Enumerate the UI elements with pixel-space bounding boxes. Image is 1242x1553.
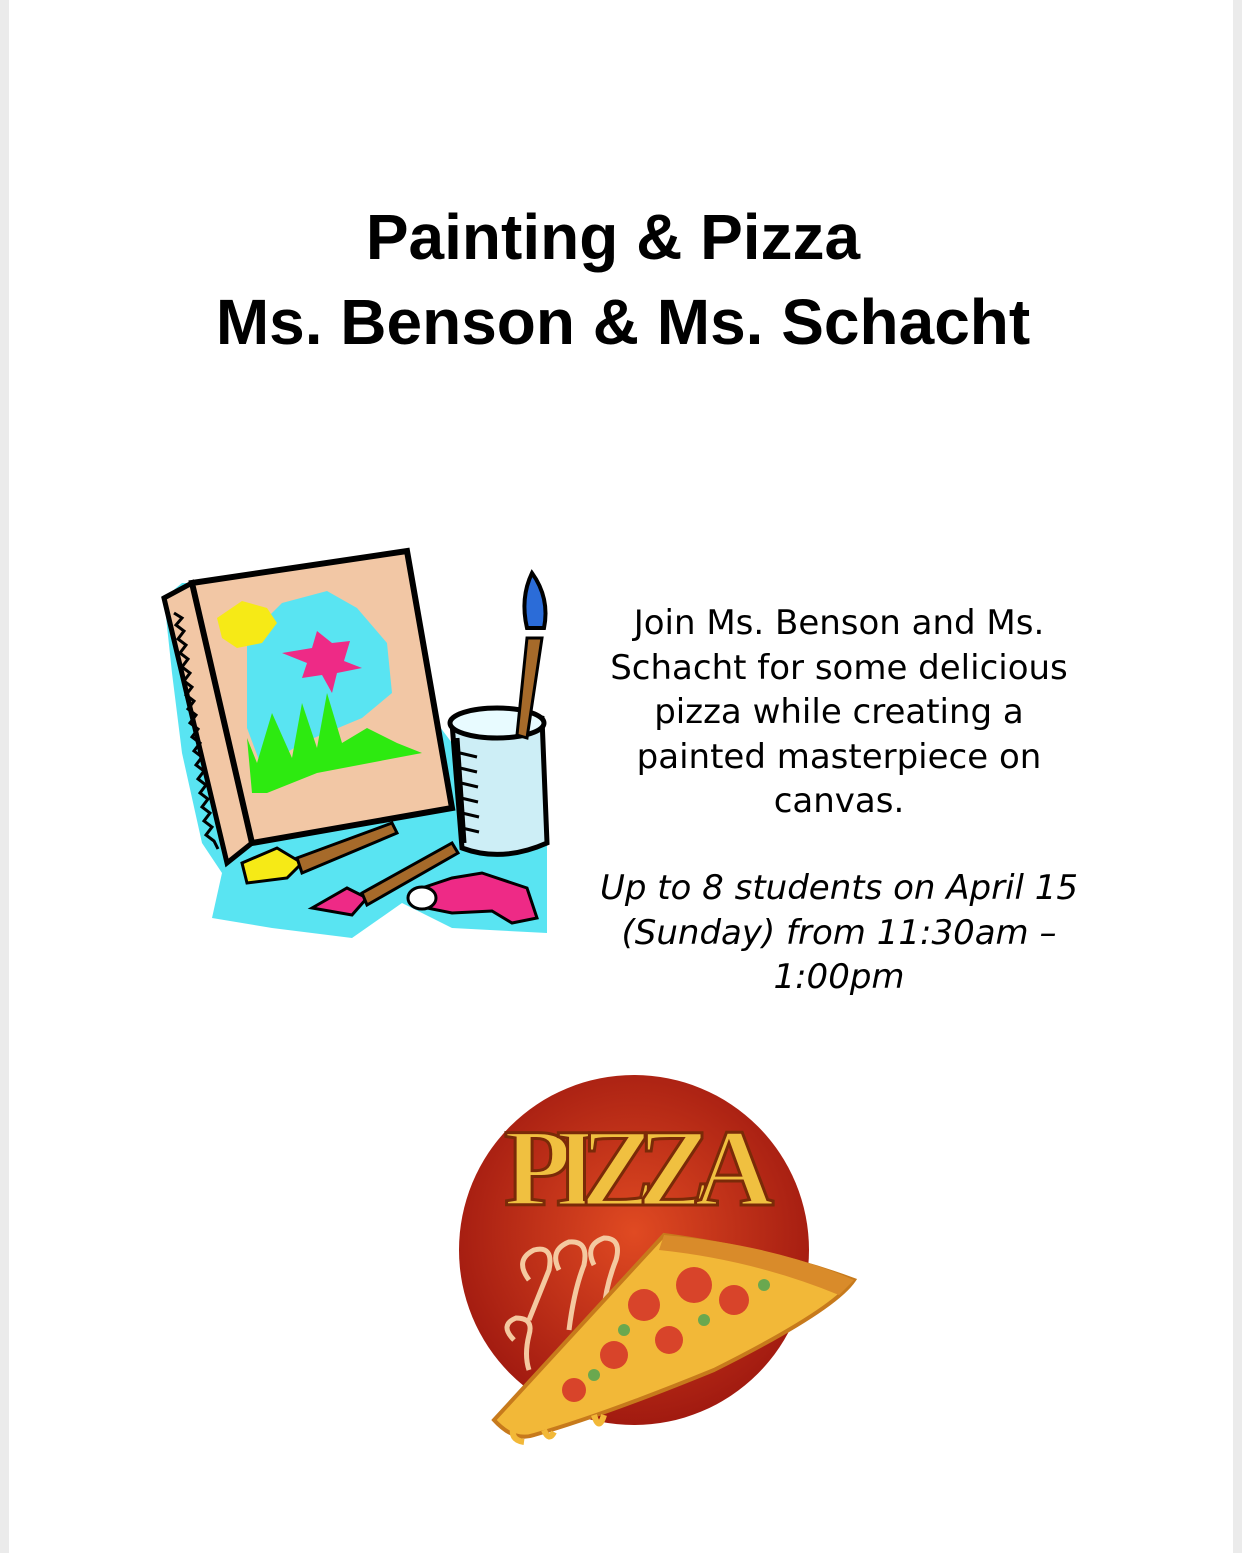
painting-clipart-image <box>152 543 572 943</box>
flyer-title: Painting & Pizza <box>365 201 861 273</box>
pizza-logo-text: PIZZA <box>504 1107 774 1229</box>
event-details: Up to 8 students on April 15 (Sunday) from 11:30am – 1:00pm <box>599 868 1079 997</box>
event-description: Join Ms. Benson and Ms. Schacht for some delicious pizza while creating a painted masterpiece on canvas. <box>610 603 1068 821</box>
flyer-page <box>9 0 1233 1553</box>
pizza-logo-image <box>454 1070 864 1450</box>
flyer-subtitle-teachers: Ms. Benson & Ms. Schacht <box>215 286 1031 358</box>
